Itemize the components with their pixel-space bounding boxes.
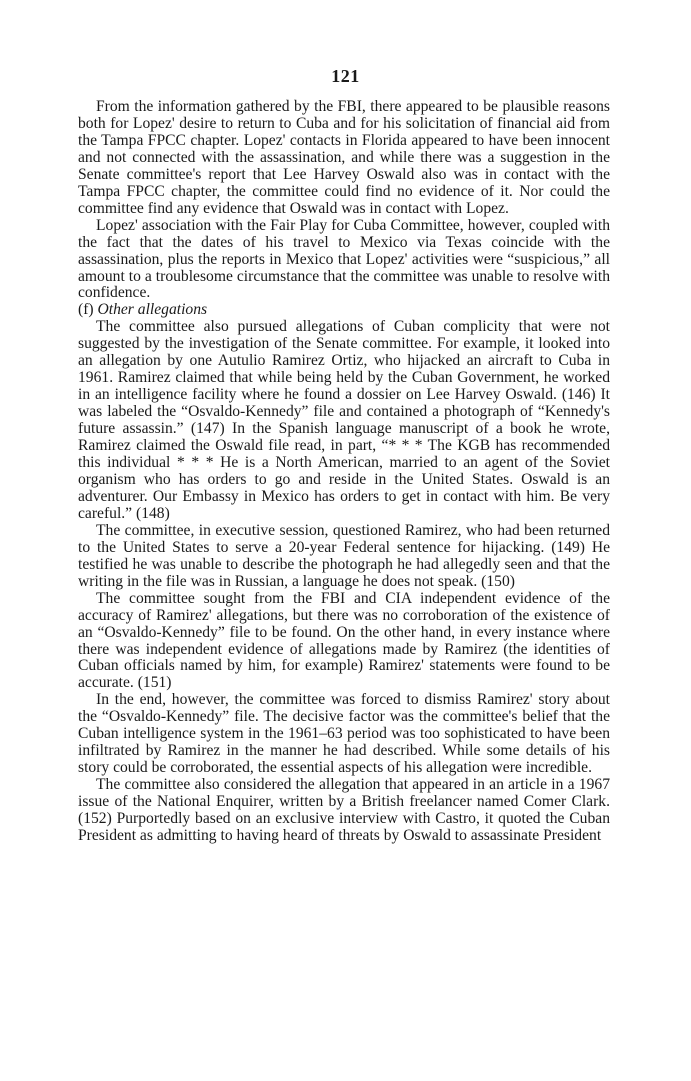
section-subheading (78, 302, 610, 319)
subheading-label: (f) (78, 301, 94, 319)
body-text (78, 99, 610, 845)
page-number: 121 (331, 66, 360, 86)
paragraph: In the end, however, the committee was forced to dismiss Ramirez' story about the “Osvaldo-Kennedy” file. The decisive factor was the committee's belief that the Cuban intelligence system in the 1961–63 period was too sophisticated to have been infiltrated by Ramirez in the manner he had described. While some details of his story could be corroborated, the essential aspects of his allegation were incredible. (78, 691, 610, 777)
paragraph: Lopez' association with the Fair Play for Cuba Committee, however, coupled with the fact that the dates of his travel to Mexico via Texas coincide with the assassination, plus the reports in Mexico that Lopez' activities were “suspicious,” all amount to a troublesome circumstance that the committee was unable to resolve with confidence. (78, 216, 610, 302)
paragraph: From the information gathered by the FBI, there appeared to be plausible reasons both for Lopez' desire to return to Cuba and for his solicitation of financial aid from the Tampa FPCC chapter. Lopez' contacts in Florida appeared to have been innocent and not connected with the assassination, and while there was a suggestion in the Senate committee's report that Lee Harvey Oswald also was in contact with the Tampa FPCC chapter, the committee could find no evidence of it. Nor could the committee find any evidence that Oswald was in contact with Lopez. (78, 98, 610, 217)
paragraph: The committee also considered the allegation that appeared in an article in a 1967 issue of the National Enquirer, written by a British freelancer named Comer Clark. (152) Purportedly based on an exclusive interview with Castro, it quoted the Cuban President as admitting to having heard of threats by Oswald to assassinate President (78, 776, 610, 844)
subheading-title: Other allegations (97, 301, 208, 319)
paragraph: The committee sought from the FBI and CIA independent evidence of the accuracy of Ramirez' allegations, but there was no corroboration of the existence of an “Osvaldo-Kennedy” file to be found. On the other hand, in every instance where there was independent evidence of allegations made by Ramirez (the identities of Cuban officials named by him, for example) Ramirez' statements were found to be accurate. (151) (78, 589, 610, 692)
paragraph: The committee, in executive session, questioned Ramirez, who had been returned to the United States to serve a 20-year Federal sentence for hijacking. (149) He testified he was unable to describe the photograph he had allegedly seen and that the writing in the file was in Russian, a language he does not speak. (150) (78, 521, 610, 590)
paragraph: The committee also pursued allegations of Cuban complicity that were not suggested by the investigation of the Senate committee. For example, it looked into an allegation by one Autulio Ramirez Ortiz, who hijacked an aircraft to Cuba in 1961. Ramirez claimed that while being held by the Cuban Government, he worked in an intelligence facility where he found a dossier on Lee Harvey Oswald. (146) It was labeled the “Osvaldo-Kennedy” file and contained a photograph of “Kennedy's future assassin.” (147) In the Spanish language manuscript of a book he wrote, Ramirez claimed the Oswald file read, in part, “* * * The KGB has recommended this individual * * * He is a North American, married to an agent of the Soviet organism who has orders to go and reside in the United States. Oswald is an adventurer. Our Embassy in Mexico has orders to get in contact with him. Be very careful.” (148) (78, 318, 610, 522)
